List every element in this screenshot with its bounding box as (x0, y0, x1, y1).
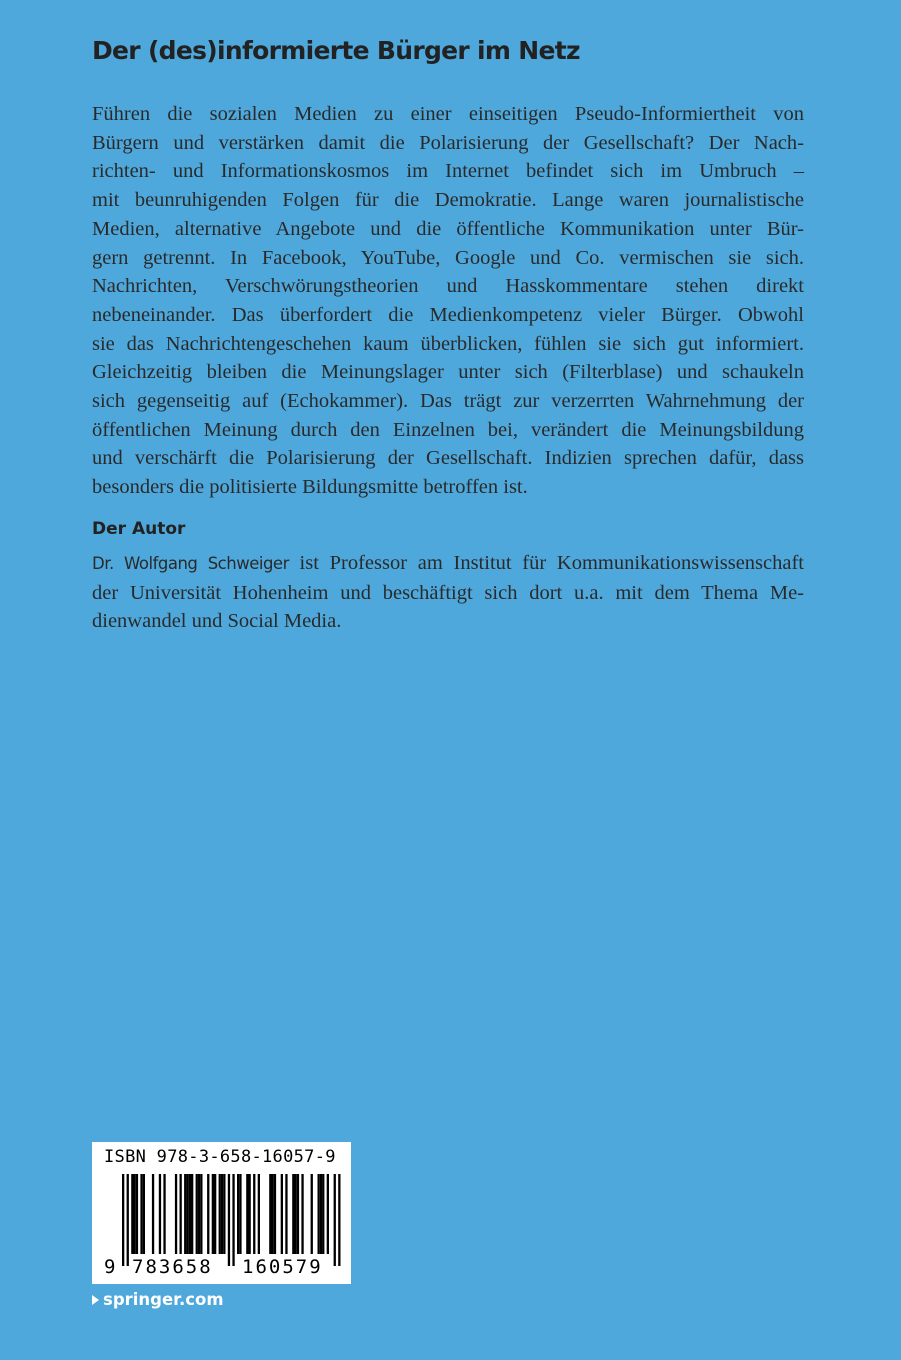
barcode-bar (311, 1174, 313, 1254)
ean-first-digit: 9 (104, 1256, 116, 1278)
publisher-link[interactable] (92, 1290, 224, 1309)
author-bio-line: dienwandel und Social Media. (92, 610, 342, 633)
barcode-bar (318, 1174, 320, 1254)
barcode-bar (219, 1174, 221, 1254)
blurb-line: Gleichzeitig bleiben die Meinungslager unter sich (Filterblase) und schaukeln (92, 361, 804, 384)
blurb-line: gern getrennt. In Facebook, YouTube, Google und Co. vermischen sie sich. (92, 246, 804, 269)
barcode-bar (272, 1174, 274, 1254)
blurb-line: sie das Nachrichtengeschehen kaum überblicken, fühlen sie sich gut informiert. (92, 332, 804, 355)
barcode-bar (186, 1174, 188, 1254)
blurb-line: Bürgern und verstärken damit die Polarisierung der Gesellschaft? Der Nach- (92, 131, 804, 154)
blurb-line: und verschärft die Polarisierung der Gesellschaft. Indizien sprechen dafür, dass (92, 447, 804, 470)
author-name: Dr. Wolfgang Schweiger (92, 554, 289, 573)
barcode-bar (237, 1174, 239, 1254)
barcode-bar (292, 1174, 294, 1254)
isbn-barcode (92, 1142, 351, 1284)
barcode-bar (140, 1174, 142, 1254)
blurb-line: mit beunruhigenden Folgen für die Demokratie. Lange waren journalistische (92, 189, 804, 212)
blurb-line: Medien, alternative Angebote und die öffentliche Kommunikation unter Bür- (92, 217, 804, 240)
barcode-bar (200, 1174, 202, 1254)
barcode-bar (281, 1174, 283, 1254)
barcode-bar (223, 1174, 225, 1254)
barcode-bar (191, 1174, 193, 1254)
author-bio (92, 549, 804, 636)
barcode-bar (163, 1174, 165, 1254)
arrow-right-icon (92, 1295, 99, 1305)
blurb-line: besonders die politisierte Bildungsmitte betroffen ist. (92, 476, 528, 499)
blurb-line: Führen die sozialen Medien zu einer einseitigen Pseudo-Informiertheit von (92, 103, 804, 125)
barcode-bar (198, 1174, 200, 1254)
barcode-bar (274, 1174, 276, 1254)
barcode-bar (143, 1174, 145, 1254)
barcode-bar (127, 1174, 129, 1266)
barcode-bar (159, 1174, 161, 1254)
book-title: Der (des)informierte Bürger im Netz (92, 36, 580, 65)
barcode-bar (253, 1174, 255, 1254)
barcode-bar (297, 1174, 299, 1254)
blurb-line: nebeneinander. Das überfordert die Medienkompetenz vieler Bürger. Obwohl (92, 303, 804, 326)
barcode-bar (175, 1174, 177, 1254)
barcode-bar (189, 1174, 191, 1254)
barcode-bar (239, 1174, 241, 1254)
barcode-bar (152, 1174, 154, 1254)
barcode-bar (207, 1174, 209, 1254)
ean-left-group: 783658 (132, 1256, 213, 1278)
blurb-text (92, 100, 804, 502)
blurb-line: öffentlichen Meinung durch den Einzelnen bei, verändert die Meinungsbildung (92, 418, 804, 441)
author-bio-line1-rest: ist Professor am Institut für Kommunikationswissenschaft (288, 552, 805, 574)
barcode-bar (269, 1174, 271, 1254)
barcode-bar (134, 1174, 136, 1254)
barcode-bar (285, 1174, 287, 1254)
barcode-bar (122, 1174, 124, 1266)
blurb-line: Nachrichten, Verschwörungstheorien und Hasskommentare stehen direkt (92, 275, 804, 298)
barcode-bar (196, 1174, 198, 1254)
barcode-bar (131, 1174, 133, 1254)
barcode-bar (320, 1174, 322, 1254)
barcode-bar (301, 1174, 303, 1254)
barcode-bar (246, 1174, 248, 1254)
isbn-number: ISBN 978-3-658-16057-9 (104, 1147, 336, 1167)
author-heading: Der Autor (92, 519, 186, 539)
barcode-bar (249, 1174, 251, 1254)
barcode-bar (184, 1174, 186, 1254)
barcode-bar (212, 1174, 214, 1254)
ean-right-group: 160579 (242, 1256, 323, 1278)
barcode-bar (136, 1174, 138, 1254)
blurb-line: richten- und Informationskosmos im Internet befindet sich im Umbruch – (92, 160, 804, 183)
barcode-bar (228, 1174, 230, 1266)
barcode-bar (214, 1174, 216, 1254)
publisher-url: springer.com (103, 1290, 224, 1309)
blurb-line: sich gegenseitig auf (Echokammer). Das trägt zur verzerrten Wahrnehmung der (92, 390, 804, 413)
barcode-bar (334, 1174, 336, 1266)
barcode-bar (180, 1174, 182, 1254)
barcode-bar (327, 1174, 329, 1254)
barcode-bar (322, 1174, 324, 1254)
barcode-bar (232, 1174, 234, 1266)
barcode-bar (295, 1174, 297, 1254)
barcode-bar (338, 1174, 340, 1266)
author-bio-line (92, 549, 804, 579)
barcode-bar (221, 1174, 223, 1254)
author-bio-line: der Universität Hohenheim und beschäftigt sich dort u.a. mit dem Thema Me- (92, 581, 804, 604)
barcode-bar (258, 1174, 260, 1254)
